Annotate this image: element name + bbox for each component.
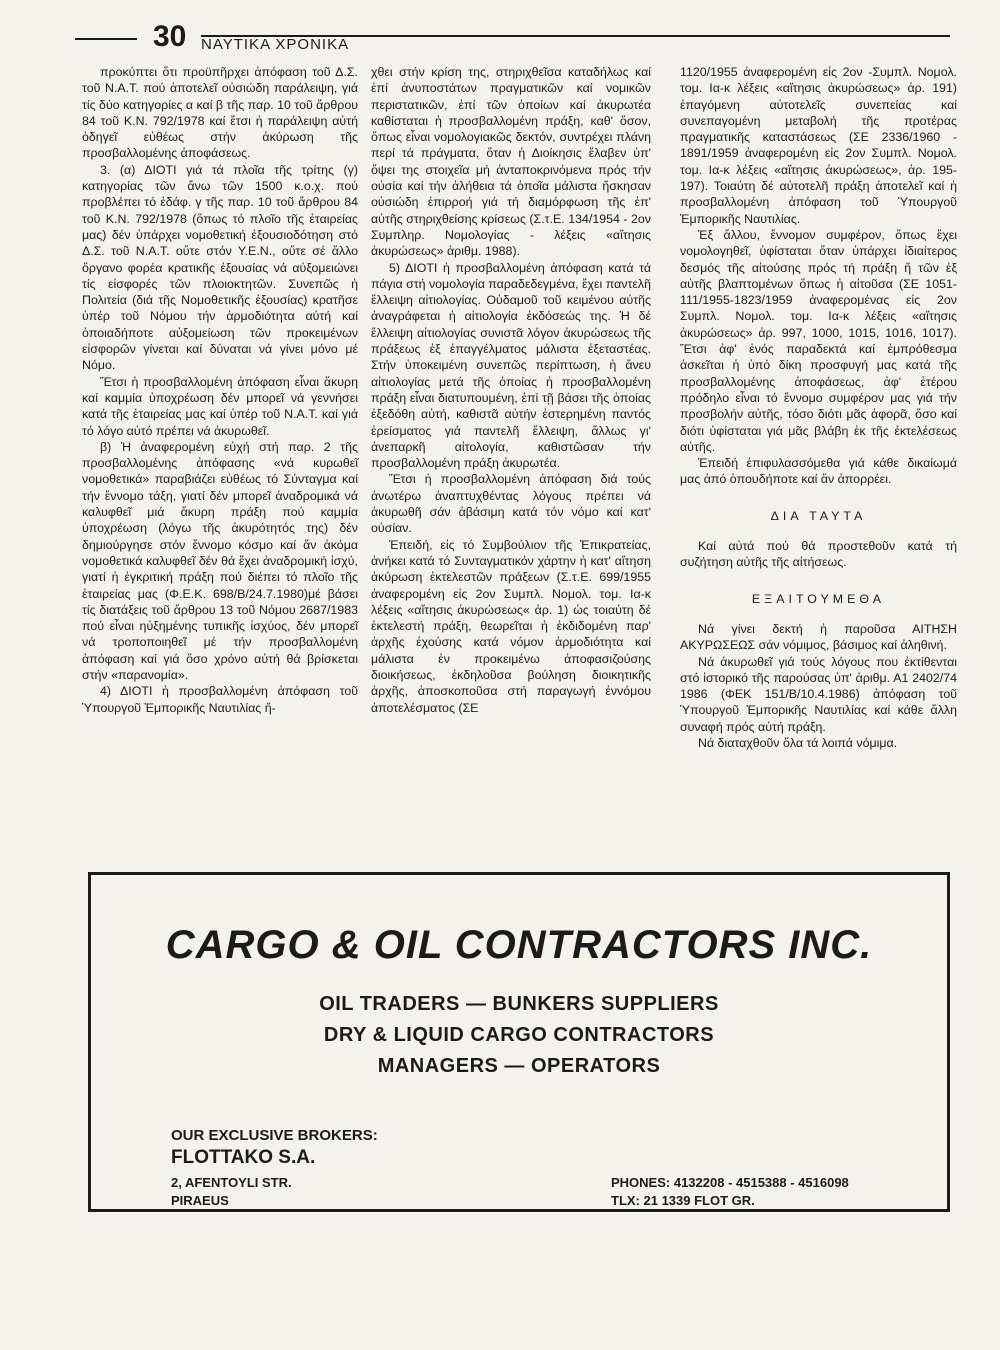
section-heading-dia-tauta: ΔΙΑ ΤΑΥΤΑ bbox=[770, 508, 867, 523]
paragraph: Ἐπειδή ἐπιφυλασσόμεθα γιά κάθε δικαίωμά μας ἀπό ὁπουδήποτε καί ἄν ἀπορρέει. bbox=[680, 456, 957, 487]
paragraph: 1120/1955 ἀναφερομένη εἰς 2ον -Συμπλ. Νομολ. τομ. Ια-κ λέξεις «αἴτησις ἀκυρώσεως» ἀρ. 191) ἐπαγόμενη αὐτοτελεῖς συνεπείας καί συνεπαγομένη μεταβολή τῆς προτέρας πραγματικῆς καταστάσεως (ΣΕ 2336/1960 - 1891/1959 ἀναφερομένη εἰς 2ον Συμπλ. Νομολ. τομ. Ια-κ λέξεις «αἴτησις ἀκυρώσεως», ἀρ. 195-197). Τοιαύτη δέ αὐτοτελῆ πράξη ἀποτελεῖ καί ἡ προσβαλλομένη ἀπόφαση τοῦ Ὑπουργοῦ Ἐμπορικῆς Ναυτιλίας. bbox=[680, 65, 957, 226]
article-body bbox=[82, 64, 957, 864]
ad-address-line-2: PIRAEUS bbox=[171, 1193, 229, 1208]
text-column-2 bbox=[371, 64, 651, 716]
ad-broker-name: FLOTTAKO S.A. bbox=[171, 1147, 316, 1168]
paragraph: Καί αὐτά πού θά προστεθοῦν κατά τή συζήτηση αὐτῆς τῆς αἰτήσεως. bbox=[680, 539, 957, 570]
text-column-1 bbox=[82, 64, 358, 716]
section-heading-exaitoumetha: ΕΞΑΙΤΟΥΜΕΘΑ bbox=[751, 591, 886, 606]
page-number: 30 bbox=[153, 20, 187, 53]
ad-brokers-label: OUR EXCLUSIVE BROKERS: bbox=[171, 1127, 378, 1144]
text-column-3 bbox=[680, 64, 957, 751]
header-rule-left bbox=[75, 38, 137, 40]
ad-telex: TLX: 21 1339 FLOT GR. bbox=[611, 1193, 755, 1208]
paragraph: Νά ἀκυρωθεῖ γιά τούς λόγους που ἐκτίθενται στό ἱστορικό τῆς παρούσας ὑπ' ἀριθμ. Α1 2402/74 1986 (ΦΕΚ 151/Β/10.4.1986) ἀπόφαση τοῦ Ὑπουργοῦ Ἐμπορικῆς Ναυτιλίας καί κάθε ἄλλη συναφή πρός αὐτή πράξη. bbox=[680, 654, 957, 734]
paragraph: Ἐπειδή, εἰς τό Συμβούλιον τῆς Ἐπικρατείας, ἀνήκει κατά τό Συνταγματικόν χάρτην ἡ κατ' αἴτηση ἀκύρωση ἐκτελεστῶν πράξεων (Σ.τ.Ε. 699/1955 ἀναφερομένη εἰς 2ον Συμπλ. Νομολ. τομ. Ια-κ λέξεις «αἴτησις ἀκυρώσεως« ἀρ. 1) ὡς τοιαύτη δέ ἐκτελεστή πράξη, θεωρεῖται ἡ ἐκδιδομένη παρ' ἀρχῆς ἐχούσης κατά νόμον ἁρμοδιότητα καί μάλιστα ἐν προκειμένω ἀποφασιζούσης διοικήσεως, ἐκδηλοῦσα βούληση διοικητικῆς ἀρχῆς, ἀποσκοποῦσα στή παραγωγή ἐννόμου ἀποτελέσματος (ΣΕ bbox=[371, 537, 651, 715]
paragraph: Ἔτσι ἡ προσβαλλομένη ἀπόφαση διά τούς ἀνωτέρω ἀναπτυχθέντας λόγους πρέπει νά ἀκυρωθῆ σάν ἀβάσιμη κατά τόν νόμο καί κατ' οὐσίαν. bbox=[371, 472, 651, 536]
advertisement-box bbox=[88, 872, 950, 1212]
paragraph: β) Ἡ ἀναφερομένη εὐχή στή παρ. 2 τῆς προσβαλλομένης ἀπόφασης «νά κυρωθεῖ νομοθετικά» παραβιάζει εὐθέως τό Σύνταγμα καί τήν ἔννομο τάξη, γιατί δέν μπορεῖ ἀναδρομικά νά καλυφθεῖ μιά ἄκυρη πράξη πού καμμία ὑποχρέωση (λόγω τῆς ἀκυρότητός της) δέν δημιούργησε στόν ἔννομο κόσμο καί ἄν ἀκόμα νομοθετικά καλυφθεῖ δέν θά ἔχει ἀναδρομική ἰσχύ, γιατί ἡ ἐγκριτική πράξη πού διέπει τό πλοῖο τῆς ἑταιρείας μας (Φ.Ε.Κ. 698/Β/24.7.1980)μέ βάσει τίς διατάξεις τοῦ ἄρθρου 13 τοῦ Νόμου 2687/1983 πού εἶναι ηὐξημένης τυπικῆς ἰσχύος, δέν μπορεῖ νά τροποποιηθεῖ μέ τήν προσβαλλομένη ἀπόφαση καί γιά ὅσο χρόνο αὐτή θά βρίσκεται στήν «παρανομία». bbox=[82, 439, 358, 682]
paragraph: προκύπτει ὅτι προϋπῆρχει ἀπόφαση τοῦ Δ.Σ. τοῦ Ν.Α.Τ. πού ἀποτελεῖ οὐσιώδη παράλειψη, γιά τίς δύο κατηγορίες α καί β τῆς παρ. 10 τοῦ ἄρθρου 84 τοῦ Κ.Ν. 792/1978 καί ἔτσι ἡ παράλειψη αὐτή ὁδηγεῖ εὐθέως στήν ἀκύρωση τῆς προσβαλλομένης ἀποφάσεως. bbox=[82, 65, 359, 161]
paragraph: Νά διαταχθοῦν ὅλα τά λοιπά νόμιμα. bbox=[698, 735, 898, 750]
paragraph: Ἐξ ἄλλου, ἔννομον συμφέρον, ὅπως ἔχει νομολογηθεῖ, ὑφίσταται ὅταν ὑπάρχει ἰδιαίτερος δεσμός τῆς αἰτούσης πρός τή πράξη ἤ τῶν ἐξ αὐτῆς βλαπτομένων ὅπως ἡ αἰτοῦσα (ΣΕ 1051-111/1955-1823/1959 ἀναφερομένας εἰς 2ον Συμπλ. Νομολ. τομ. Ια-κ λέξεις «αἴτησις ἀκυρώσεως» ἀρ. 997, 1000, 1015, 1016, 1017). Ἔτσι ἀφ' ἑνός παραδεκτά καί ἐμπρόθεσμα ἀσκεῖται ἡ ὑπό δίκη προσφυγή μας κατά τῆς προσβαλλομένης ἀποφάσεως, ἀφ' ἑτέρου πρόδηλο εἶναι τό ἔννομο συμφέρον μας γιά τήν προσβολήν αὐτῆς, τόσο διότι μᾶς ἀφορᾶ, ὅσο καί διότι ὑφίσταται γιά μᾶς βλάβη ἐκ τῆς ἐκτελέσεως αὐτῆς. bbox=[680, 227, 957, 454]
paragraph: 5) ΔΙΟΤΙ ἡ προσβαλλομένη ἀπόφαση κατά τά πάγια στή νομολογία παραδεδεγμένα, ἔχει παντελῆ ἔλλειψη αἰτιολογίας. Οὐδαμοῦ τοῦ κειμένου αὐτῆς ἀναγράφεται ἡ αἰτιολογία ἐκδόσεώς της. Ἡ δέ ἔλλειψη αἰτιολογίας συνιστᾶ λόγον ἀκυρώσεως τῆς πράξεως ἐξ ἐπαγγέλματος μάλιστα ἐξεταστέας. Στήν ὑποκειμένη συνεπῶς περίπτωση, ἡ ἄνευ αἰτιολογίας μετά τῆς ὁποίας ἡ προσβαλλομένη πράξη εἶναι διατυπουμένη, ἐπί τῇ βάσει τῆς ὁποίας ἐξεδόθη αὐτή, καθιστᾶ αὐτήν ἐστερημένη παντός ἐρείσματος γιά παντελῆ ἔλλειψη, ἄλλως γι' ἀνεπαρκῆ αἰτολογία, καθιστῶσαν τήν προσβαλλομένη πράξη ἀκυρωτέα. bbox=[371, 260, 651, 471]
ad-tagline-1: OIL TRADERS — BUNKERS SUPPLIERS bbox=[319, 993, 719, 1015]
ad-company-name: CARGO & OIL CONTRACTORS INC. bbox=[165, 923, 873, 967]
magazine-title: ΝΑΥΤΙΚΑ ΧΡΟΝΙΚΑ bbox=[201, 36, 350, 53]
ad-address-line-1: 2, AFENTOYLI STR. bbox=[171, 1175, 292, 1190]
paragraph: Νά γίνει δεκτή ἡ παροῦσα ΑΙΤΗΣΗ ΑΚΥΡΩΣΕΩΣ σάν νόμιμος, βάσιμος καί ἀληθινή. bbox=[680, 621, 957, 653]
paragraph: χθει στήν κρίση της, στηριχθεῖσα καταδήλως καί ἐπί ἀνυποστάτων πραγματικῶν καί νομικῶν περιστατικῶν, ἐπί τῶν ὁποίων καί ἀκυρωτέα καθίσταται ἡ προσβαλλομένη πράξη, καθ' ὅσον, ὅπως εἶναι νομολογιακῶς δεκτόν, συντρέχει πλάνη περί τά πράγματα, ὅταν ἡ Διοίκησις ἔλαβεν ὑπ' ὄψει της στοιχεῖα μή ἀνταποκρινόμενα πρός τήν οὐσία καί τήν ἀλήθεια τά ὁποῖα μάλιστα ἤσκησαν οὐσιώδη ἐπιρροή γιά τή διαμόρφωση τῆς ἐπ' αὐτῆς στηριχθείσης κρίσεως (Σ.τ.Ε. 134/1954 - 2ον Συμπληρ. Νομολογίας - λέξεις «αἴτησις ἀκυρώσεως» ἀριθμ. 1988). bbox=[371, 65, 651, 259]
ad-phones: PHONES: 4132208 - 4515388 - 4516098 bbox=[611, 1175, 849, 1190]
page-header bbox=[75, 22, 950, 56]
paragraph: Ἔτσι ἡ προσβαλλομένη ἀπόφαση εἶναι ἄκυρη καί καμμία ὑποχρέωση δέν μπορεῖ νά γεννήσει κατά τῆς ἑταιρείας μας καί ὑπέρ τοῦ Ν.Α.Τ. καί γιά τό λόγο αὐτό πρέπει νά ἀκυρωθεῖ. bbox=[82, 374, 358, 438]
paragraph: 3. (α) ΔΙΟΤΙ γιά τά πλοῖα τῆς τρίτης (γ) κατηγορίας τῶν ἄνω τῶν 1500 κ.ο.χ. πού προβλέπει τό ἐδάφ. γ τῆς παρ. 10 τοῦ ἄρθρου 84 τοῦ Κ.Ν. 792/1978 (ὅπως τό πλοῖο τῆς ἑταιρείας μας) δέν ὑπάρχει νομοθετική ἐξουσιοδότηση στό Δ.Σ. τοῦ Ν.Α.Τ. οὔτε στόν Υ.Ε.Ν., οὔτε σέ ἄλλο ὄργανο φορέα κρατικῆς ἐξουσίας νά αὐξομειώνει τίς εἰσφορές τῶν πλοιοκτητῶν. Συνεπῶς ἡ Πολιτεία (διά τῆς Νομοθετικῆς ἐξουσίας) κρατῆσε ὑπέρ τοῦ Νόμου τήν ἁρμοδιότητα αὐτή καί ὁποιαδήποτε αὐξομείωση τῶν προκειμένων εἰσφορῶν γίνεται καί δύναται νά γίνει μόνο μέ Νόμο. bbox=[82, 162, 358, 373]
ad-tagline-3: MANAGERS — OPERATORS bbox=[377, 1055, 661, 1077]
paragraph: 4) ΔΙΟΤΙ ἡ προσβαλλομένη ἀπόφαση τοῦ Ὑπουργοῦ Ἐμπορικῆς Ναυτιλίας ἤ- bbox=[82, 684, 358, 715]
ad-tagline-2: DRY & LIQUID CARGO CONTRACTORS bbox=[323, 1024, 715, 1046]
